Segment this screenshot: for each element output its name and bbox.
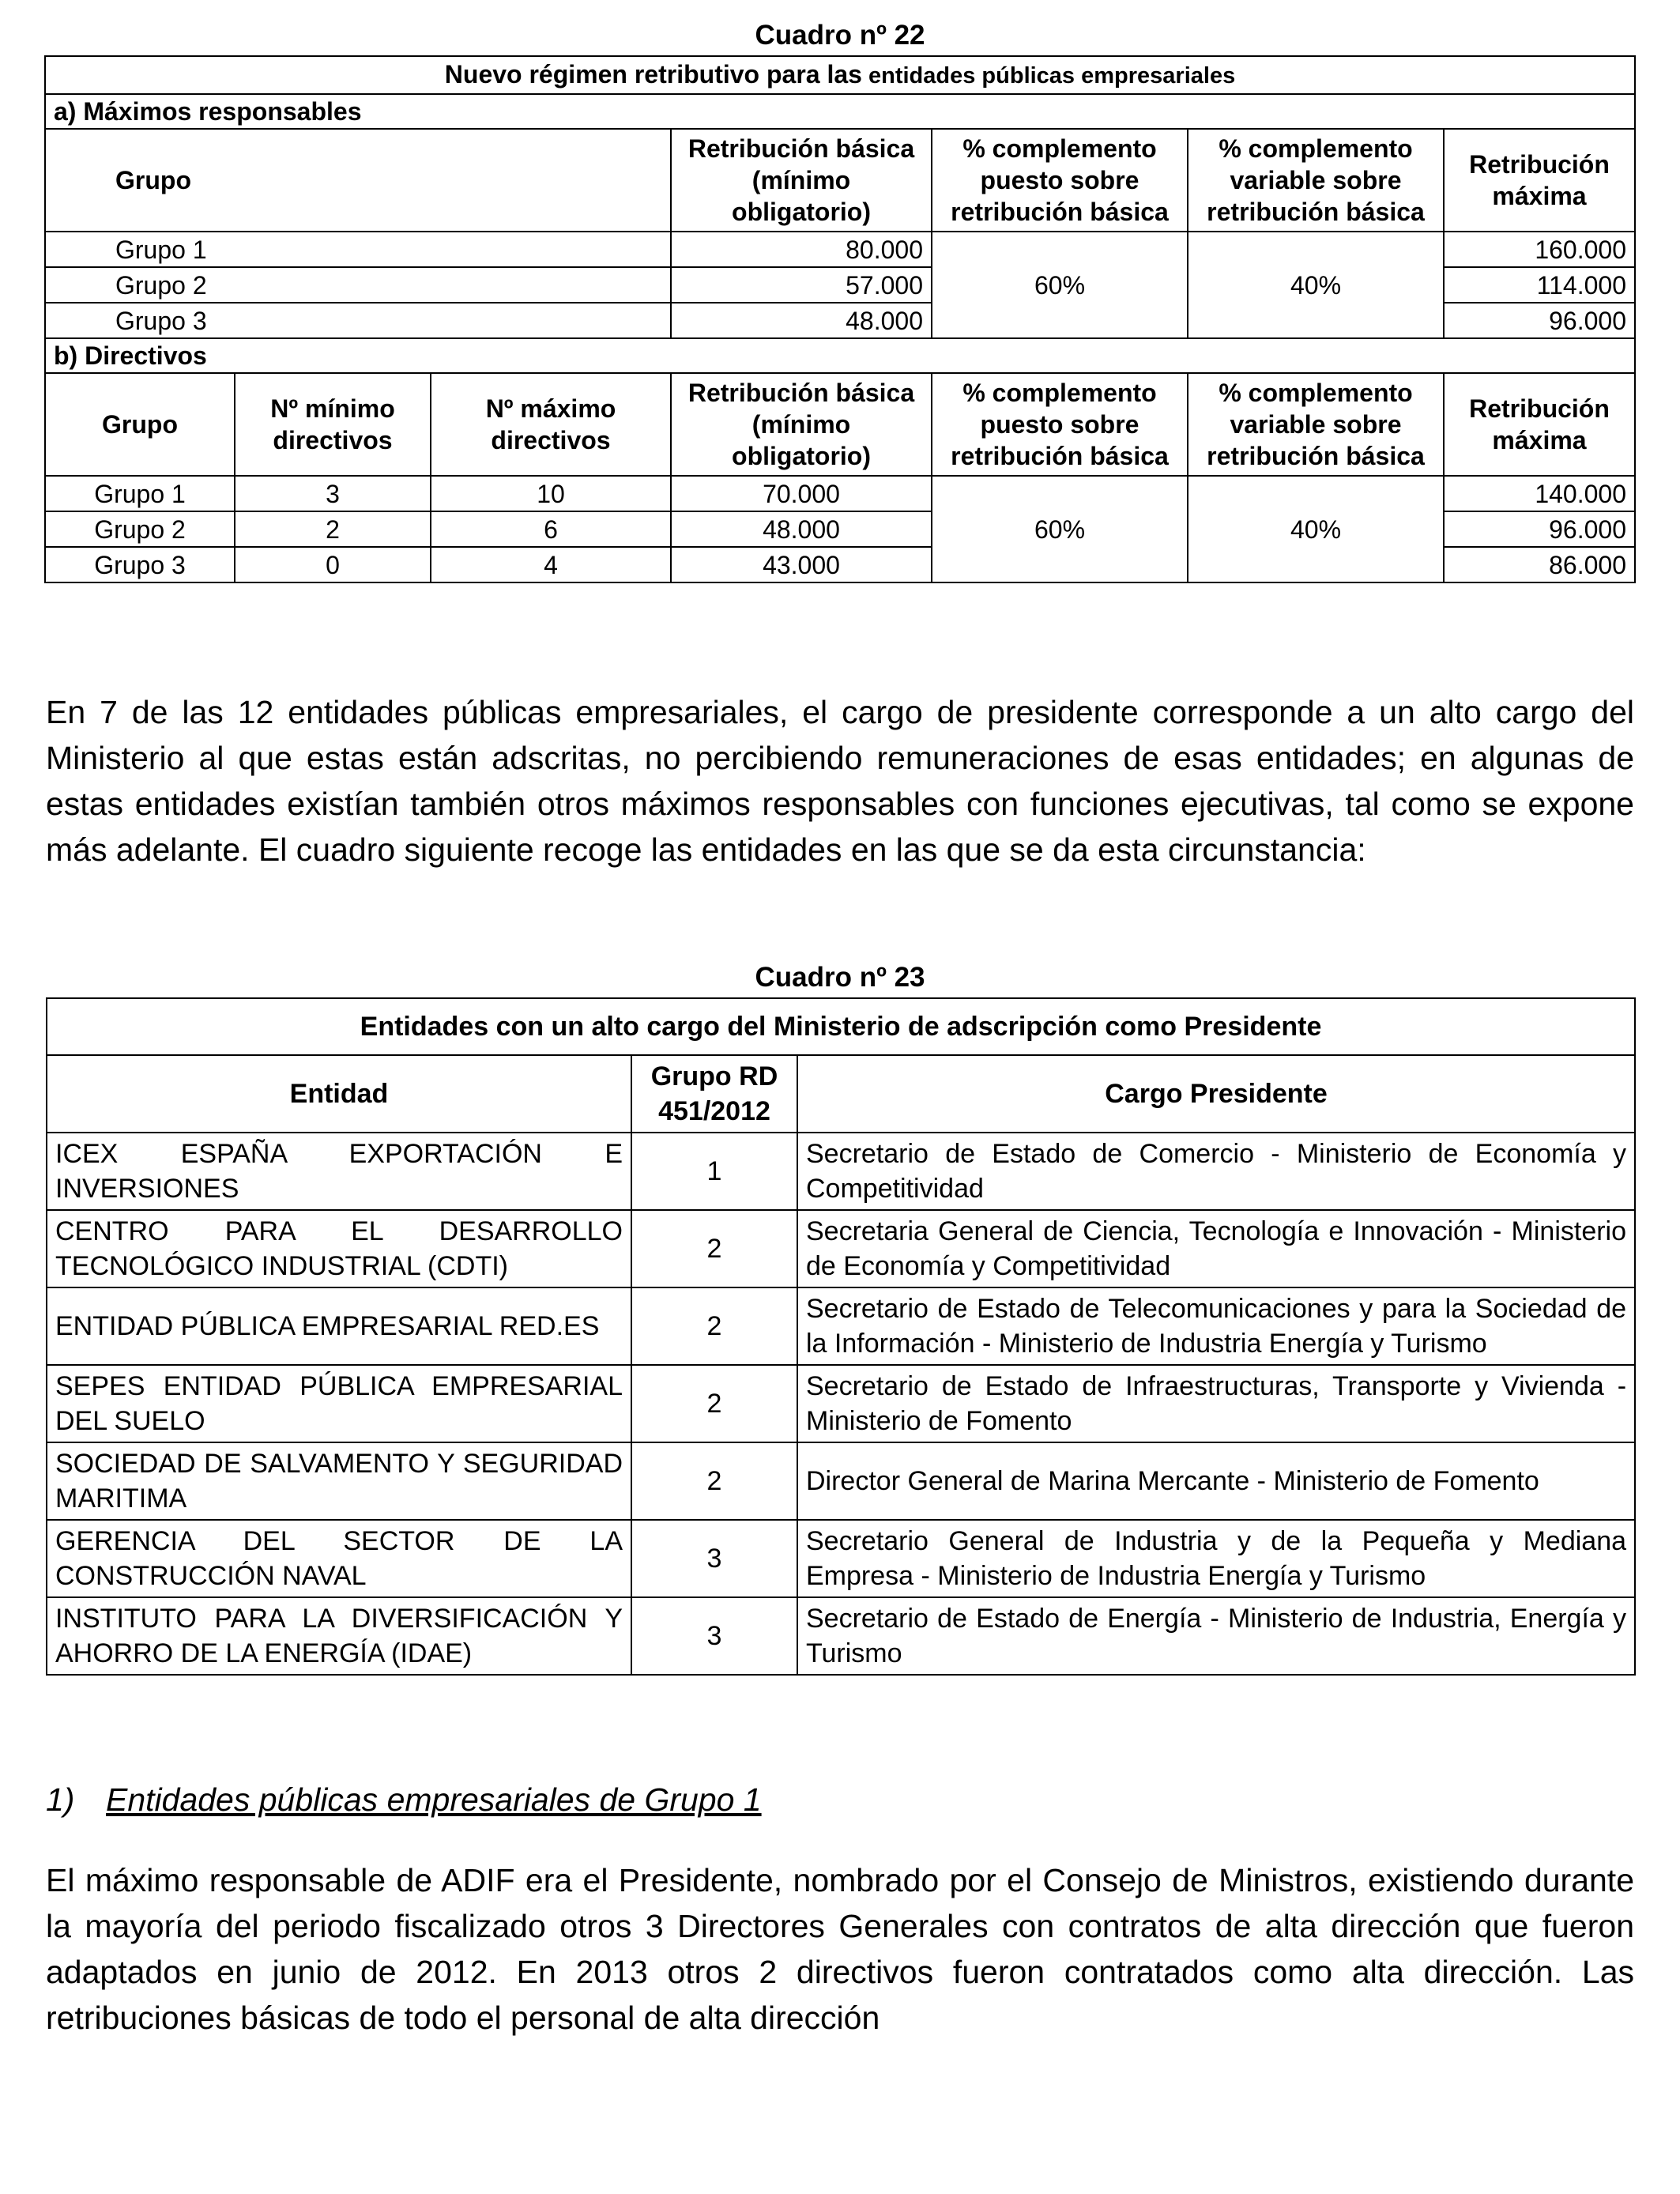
table-row [45,232,1635,267]
grupo-cell: Grupo 2 [45,511,235,547]
entidad-cell: SOCIEDAD DE SALVAMENTO Y SEGURIDAD MARITIMA [47,1442,631,1520]
header-grupo-rd: Grupo RD 451/2012 [631,1055,797,1133]
header-maximo-directivos: Nº máximo directivos [431,373,671,476]
header-retribucion-maxima: Retribución máxima [1444,373,1635,476]
maxima-cell: 96.000 [1444,303,1635,338]
basica-cell: 57.000 [671,267,932,303]
grupo-cell: 2 [631,1442,797,1520]
header-cargo-presidente: Cargo Presidente [797,1055,1635,1133]
table-row [47,1365,1635,1442]
table-row [47,1287,1635,1365]
grupo-cell: 3 [631,1597,797,1675]
cuadro-22-title-rest: entidades públicas empresariales [861,63,1236,89]
maxima-cell: 140.000 [1444,476,1635,511]
paragraph-adif: El máximo responsable de ADIF era el Presidente, nombrado por el Consejo de Ministros, existiendo durante la mayoría del periodo fiscalizado otros 3 Directores Generales con contratos de alta dirección que fueron adaptados en junio de 2012. En 2013 otros 2 directivos fueron contratados como alta dirección. Las retribuciones básicas de todo el personal de alta dirección [46,1862,1634,2036]
header-minimo-directivos: Nº mínimo directivos [235,373,431,476]
maxima-cell: 160.000 [1444,232,1635,267]
entidad-cell: ICEX ESPAÑA EXPORTACIÓN E INVERSIONES [47,1133,631,1210]
cargo-cell: Secretario de Estado de Telecomunicaciones y para la Sociedad de la Información - Ministerio de Industria Energía y Turismo [797,1287,1635,1365]
header-complemento-variable: % complemento variable sobre retribución básica [1188,373,1444,476]
cuadro-22-title-main: Nuevo régimen retributivo para las [444,60,862,89]
paragraph-intro: En 7 de las 12 entidades públicas empresariales, el cargo de presidente corresponde a un alto cargo del Ministerio al que estas están adscritas, no percibiendo remuneraciones de esas entidades; en algunas de estas entidades existían también otros máximos responsables con funciones ejecutivas, tal como se expone más adelante. El cuadro siguiente recoge las entidades en las que se da esta circunstancia: [46,694,1634,868]
header-entidad: Entidad [47,1055,631,1133]
table-row [45,476,1635,511]
section-number: 1) [46,1781,75,1818]
entidad-cell: SEPES ENTIDAD PÚBLICA EMPRESARIAL DEL SUELO [47,1365,631,1442]
header-grupo: Grupo [45,373,235,476]
grupo-cell: Grupo 1 [45,232,671,267]
section-heading [46,1777,762,1823]
header-retribucion-basica: Retribución básica (mínimo obligatorio) [671,373,932,476]
cargo-cell: Secretaria General de Ciencia, Tecnología e Innovación - Ministerio de Economía y Competitividad [797,1210,1635,1287]
max-cell: 10 [431,476,671,511]
basica-cell: 43.000 [671,547,932,582]
cuadro-22-caption: Cuadro nº 22 [755,20,925,51]
maxima-cell: 96.000 [1444,511,1635,547]
cargo-cell: Director General de Marina Mercante - Ministerio de Fomento [797,1442,1635,1520]
entidad-cell: ENTIDAD PÚBLICA EMPRESARIAL RED.ES [47,1287,631,1365]
variable-cell: 40% [1188,232,1444,338]
puesto-cell: 60% [932,476,1188,582]
cuadro-23-title: Entidades con un alto cargo del Ministerio de adscripción como Presidente [47,998,1635,1055]
grupo-cell: 2 [631,1287,797,1365]
cuadro-22-table [44,55,1636,583]
table-row [47,1133,1635,1210]
maxima-cell: 114.000 [1444,267,1635,303]
basica-cell: 48.000 [671,511,932,547]
cargo-cell: Secretario de Estado de Comercio - Ministerio de Economía y Competitividad [797,1133,1635,1210]
grupo-cell: 2 [631,1365,797,1442]
entidad-cell: INSTITUTO PARA LA DIVERSIFICACIÓN Y AHORRO DE LA ENERGÍA (IDAE) [47,1597,631,1675]
header-complemento-variable: % complemento variable sobre retribución básica [1188,129,1444,232]
min-cell: 0 [235,547,431,582]
section-a-label: a) Máximos responsables [45,94,1635,129]
header-complemento-puesto: % complemento puesto sobre retribución básica [932,373,1188,476]
header-retribucion-basica: Retribución básica (mínimo obligatorio) [671,129,932,232]
header-retribucion-maxima: Retribución máxima [1444,129,1635,232]
table-row [47,1597,1635,1675]
cuadro-22-title [45,56,1635,94]
cargo-cell: Secretario General de Industria y de la Pequeña y Mediana Empresa - Ministerio de Industria Energía y Turismo [797,1520,1635,1597]
entidad-cell: GERENCIA DEL SECTOR DE LA CONSTRUCCIÓN NAVAL [47,1520,631,1597]
grupo-cell: 3 [631,1520,797,1597]
puesto-cell: 60% [932,232,1188,338]
grupo-cell: 1 [631,1133,797,1210]
cargo-cell: Secretario de Estado de Infraestructuras, Transporte y Vivienda - Ministerio de Fomento [797,1365,1635,1442]
table-row [47,1520,1635,1597]
entidad-cell: CENTRO PARA EL DESARROLLO TECNOLÓGICO INDUSTRIAL (CDTI) [47,1210,631,1287]
grupo-cell: Grupo 2 [45,267,671,303]
table-row [47,1210,1635,1287]
grupo-cell: 2 [631,1210,797,1287]
max-cell: 6 [431,511,671,547]
basica-cell: 48.000 [671,303,932,338]
maxima-cell: 86.000 [1444,547,1635,582]
header-grupo: Grupo [45,129,671,232]
variable-cell: 40% [1188,476,1444,582]
min-cell: 3 [235,476,431,511]
grupo-cell: Grupo 3 [45,547,235,582]
min-cell: 2 [235,511,431,547]
basica-cell: 80.000 [671,232,932,267]
basica-cell: 70.000 [671,476,932,511]
max-cell: 4 [431,547,671,582]
section-b-label: b) Directivos [45,338,1635,373]
section-title: Entidades públicas empresariales de Grupo 1 [106,1781,762,1818]
header-complemento-puesto: % complemento puesto sobre retribución básica [932,129,1188,232]
grupo-cell: Grupo 3 [45,303,671,338]
cargo-cell: Secretario de Estado de Energía - Ministerio de Industria, Energía y Turismo [797,1597,1635,1675]
cuadro-23-table [46,997,1636,1676]
grupo-cell: Grupo 1 [45,476,235,511]
table-row [47,1442,1635,1520]
cuadro-23-caption: Cuadro nº 23 [755,962,925,993]
